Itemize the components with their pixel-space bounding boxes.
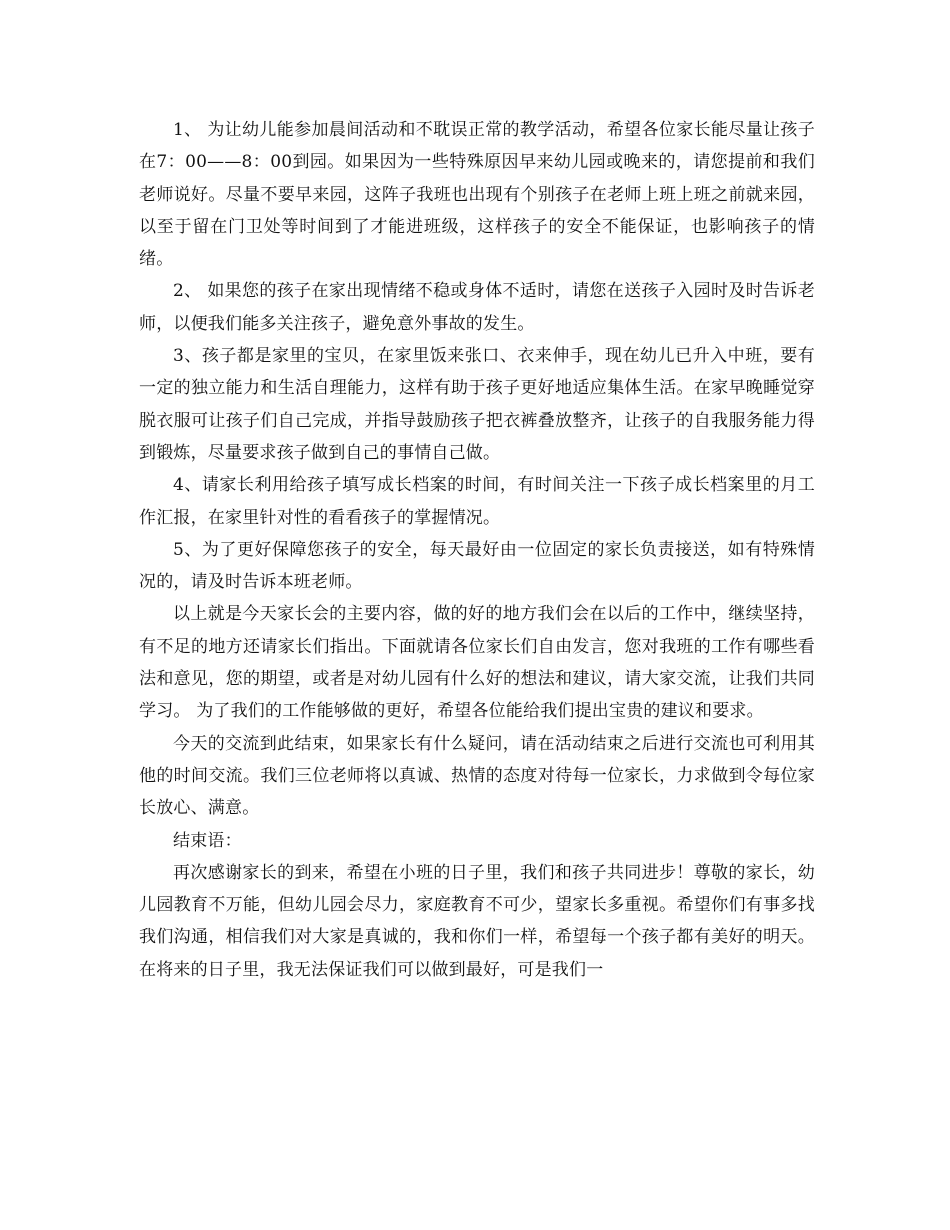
paragraph-child-health: 2、 如果您的孩子在家出现情绪不稳或身体不适时，请您在送孩子入园时及时告诉老师，以便我们能多关注孩子，避免意外事故的发生。 bbox=[139, 281, 815, 334]
paragraph-arrival-time: 1、 为让幼儿能参加晨间活动和不耽误正常的教学活动，希望各位家长能尽量让孩子在7：00——8：00到园。如果因为一些特殊原因早来幼儿园或晚来的，请您提前和我们老师说好。尽量不要早来园，这阵子我班也出现有个别孩子在老师上班上班之前就来园，以至于留在门卫处等时间到了才能进班级，这样孩子的安全不能保证，也影响孩子的情绪。 bbox=[139, 120, 815, 270]
paragraph-closing-exchange: 今天的交流到此结束，如果家长有什么疑问，请在活动结束之后进行交流也可利用其他的时间交流。我们三位老师将以真诚、热情的态度对待每一位家长，力求做到令每位家长放心、满意。 bbox=[139, 733, 815, 819]
document-body bbox=[139, 114, 815, 986]
closing-remarks-heading: 结束语： bbox=[173, 830, 242, 851]
paragraph-self-care: 3、孩子都是家里的宝贝，在家里饭来张口、衣来伸手，现在幼儿已升入中班，要有一定的独立能力和生活自理能力，这样有助于孩子更好地适应集体生活。在家早晚睡觉穿脱衣服可让孩子们自己完成，并指导鼓励孩子把衣裤叠放整齐，让孩子的自我服务能力得到锻炼，尽量要求孩子做到自己的事情自己做。 bbox=[139, 346, 815, 463]
paragraph-closing-remarks: 再次感谢家长的到来，希望在小班的日子里，我们和孩子共同进步！尊敬的家长，幼儿园教育不万能，但幼儿园会尽力，家庭教育不可少，望家长多重视。希望你们有事多找我们沟通，相信我们对大家是真诚的，我和你们一样，希望每一个孩子都有美好的明天。在将来的日子里，我无法保证我们可以做到最好，可是我们一 bbox=[139, 862, 815, 980]
paragraph-growth-record: 4、请家长利用给孩子填写成长档案的时间，有时间关注一下孩子成长档案里的月工作汇报，在家里针对性的看看孩子的掌握情况。 bbox=[139, 475, 815, 528]
paragraph-pickup-safety: 5、为了更好保障您孩子的安全，每天最好由一位固定的家长负责接送，如有特殊情况的，请及时告诉本班老师。 bbox=[139, 539, 815, 593]
paragraph-meeting-summary: 以上就是今天家长会的主要内容，做的好的地方我们会在以后的工作中，继续坚持，有不足的地方还请家长们指出。下面就请各位家长们自由发言，您对我班的工作有哪些看法和意见，您的期望，或者是对幼儿园有什么好的想法和建议，请大家交流，让我们共同学习。 为了我们的工作能够做的更好，希望各位能给我们提出宝贵的建议和要求。 bbox=[139, 604, 815, 722]
